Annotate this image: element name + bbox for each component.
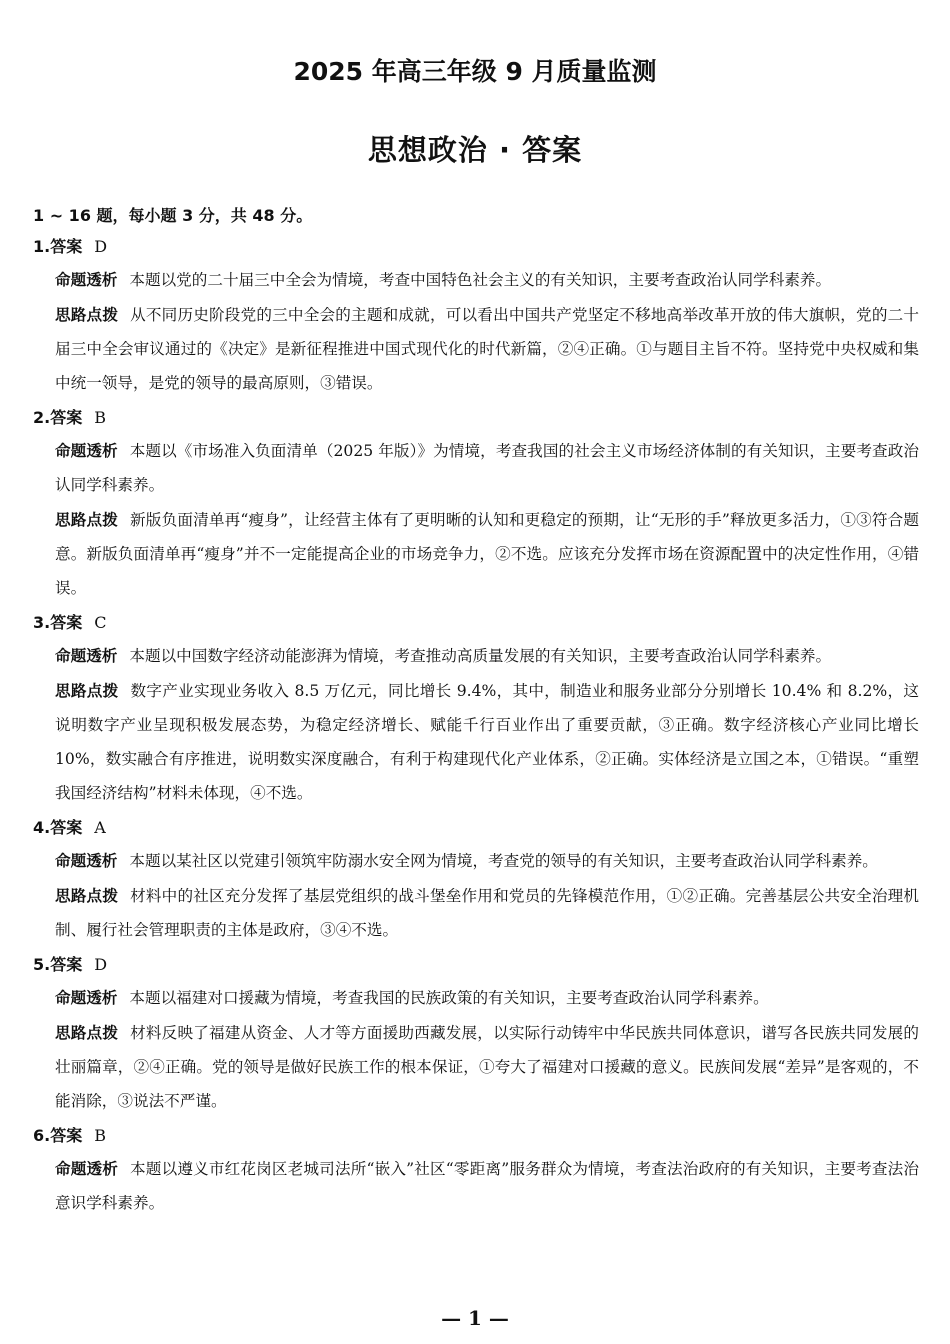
question-1 xyxy=(33,230,919,400)
answer-line xyxy=(33,606,919,639)
hint-label: 思路点拨 xyxy=(55,511,119,529)
answer-line xyxy=(33,1119,919,1152)
answer-letter: B xyxy=(94,408,106,427)
hint-text: 从不同历史阶段党的三中全会的主题和成就，可以看出中国共产党坚定不移地高举改革开放的伟大旗帜，党的二十届三中全会审议通过的《决定》是新征程推进中国式现代化的时代新篇，②④正确。①与题目主旨不符。坚持党中央权威和集中统一领导，是党的领导的最高原则，③错误。 xyxy=(55,306,919,392)
answers-list xyxy=(33,230,919,1221)
answer-letter: A xyxy=(94,818,106,837)
answer-word: 答案 xyxy=(50,1126,83,1145)
answer-word: 答案 xyxy=(50,613,83,632)
question-2 xyxy=(33,401,919,605)
answer-word: 答案 xyxy=(50,408,83,427)
analysis-paragraph xyxy=(55,639,919,673)
hint-paragraph xyxy=(55,503,919,605)
scoring-intro: 1 ~ 16 题，每小题 3 分，共 48 分。 xyxy=(33,206,313,225)
analysis-text: 本题以党的二十届三中全会为情境，考查中国特色社会主义的有关知识，主要考查政治认同学科素养。 xyxy=(129,271,832,289)
question-number: 4. xyxy=(33,818,51,837)
hint-label: 思路点拨 xyxy=(55,887,119,905)
analysis-paragraph xyxy=(55,263,919,297)
question-4 xyxy=(33,811,919,947)
hint-paragraph xyxy=(55,879,919,947)
exam-title: 2025 年高三年级 9 月质量监测 xyxy=(293,57,657,86)
hint-label: 思路点拨 xyxy=(55,1024,119,1042)
answer-word: 答案 xyxy=(50,818,83,837)
question-3 xyxy=(33,606,919,810)
analysis-paragraph xyxy=(55,844,919,878)
answer-line xyxy=(33,230,919,263)
analysis-text: 本题以福建对口援藏为情境，考查我国的民族政策的有关知识，主要考查政治认同学科素养。 xyxy=(129,989,769,1007)
analysis-text: 本题以中国数字经济动能澎湃为情境，考查推动高质量发展的有关知识，主要考查政治认同学科素养。 xyxy=(129,647,832,665)
hint-paragraph xyxy=(55,298,919,400)
analysis-label: 命题透析 xyxy=(55,647,118,665)
analysis-label: 命题透析 xyxy=(55,442,118,460)
analysis-label: 命题透析 xyxy=(55,852,118,870)
hint-paragraph xyxy=(55,1016,919,1118)
answer-letter: C xyxy=(94,613,107,632)
answer-word: 答案 xyxy=(50,955,83,974)
answer-line xyxy=(33,811,919,844)
analysis-paragraph xyxy=(55,1152,919,1220)
answer-letter: D xyxy=(94,237,108,256)
question-number: 6. xyxy=(33,1126,51,1145)
hint-label: 思路点拨 xyxy=(55,682,119,700)
hint-text: 材料中的社区充分发挥了基层党组织的战斗堡垒作用和党员的先锋模范作用，①②正确。完善基层公共安全治理机制、履行社会管理职责的主体是政府，③④不选。 xyxy=(55,887,919,939)
analysis-label: 命题透析 xyxy=(55,271,118,289)
analysis-paragraph xyxy=(55,434,919,502)
analysis-label: 命题透析 xyxy=(55,989,118,1007)
answer-letter: D xyxy=(94,955,108,974)
page-number: — 1 — xyxy=(441,1306,509,1330)
question-6 xyxy=(33,1119,919,1220)
analysis-text: 本题以遵义市红花岗区老城司法所“嵌入”社区“零距离”服务群众为情境，考查法治政府的有关知识，主要考查法治意识学科素养。 xyxy=(55,1160,919,1212)
question-5 xyxy=(33,948,919,1118)
hint-paragraph xyxy=(55,674,919,810)
hint-text: 数字产业实现业务收入 8.5 万亿元，同比增长 9.4%，其中，制造业和服务业部分分别增长 10.4% 和 8.2%，这说明数字产业呈现积极发展态势，为稳定经济增长、赋能千行百业作出了重要贡献，③正确。数字经济核心产业同比增长 10%，数实融合有序推进，说明数实深度融合，有利于构建现代化产业体系，②正确。实体经济是立国之本，①错误。“重塑我国经济结构”材料未体现，④不选。 xyxy=(55,682,919,802)
question-number: 5. xyxy=(33,955,51,974)
hint-label: 思路点拨 xyxy=(55,306,119,324)
hint-text: 新版负面清单再“瘦身”，让经营主体有了更明晰的认知和更稳定的预期，让“无形的手”释放更多活力，①③符合题意。新版负面清单再“瘦身”并不一定能提高企业的市场竞争力，②不选。应该充分发挥市场在资源配置中的决定性作用，④错误。 xyxy=(55,511,919,597)
question-number: 2. xyxy=(33,408,51,427)
analysis-text: 本题以某社区以党建引领筑牢防溺水安全网为情境，考查党的领导的有关知识，主要考查政治认同学科素养。 xyxy=(129,852,878,870)
answer-letter: B xyxy=(94,1126,106,1145)
answer-word: 答案 xyxy=(50,237,83,256)
subject-title: 思想政治 · 答案 xyxy=(367,133,583,167)
answer-line xyxy=(33,401,919,434)
analysis-text: 本题以《市场准入负面清单（2025 年版）》为情境，考查我国的社会主义市场经济体制的有关知识，主要考查政治认同学科素养。 xyxy=(55,442,919,494)
question-number: 3. xyxy=(33,613,51,632)
answer-line xyxy=(33,948,919,981)
analysis-label: 命题透析 xyxy=(55,1160,119,1178)
hint-text: 材料反映了福建从资金、人才等方面援助西藏发展，以实际行动铸牢中华民族共同体意识，谱写各民族共同发展的壮丽篇章，②④正确。党的领导是做好民族工作的根本保证，①夸大了福建对口援藏的意义。民族间发展“差异”是客观的，不能消除，③说法不严谨。 xyxy=(55,1024,919,1110)
question-number: 1. xyxy=(33,237,51,256)
analysis-paragraph xyxy=(55,981,919,1015)
